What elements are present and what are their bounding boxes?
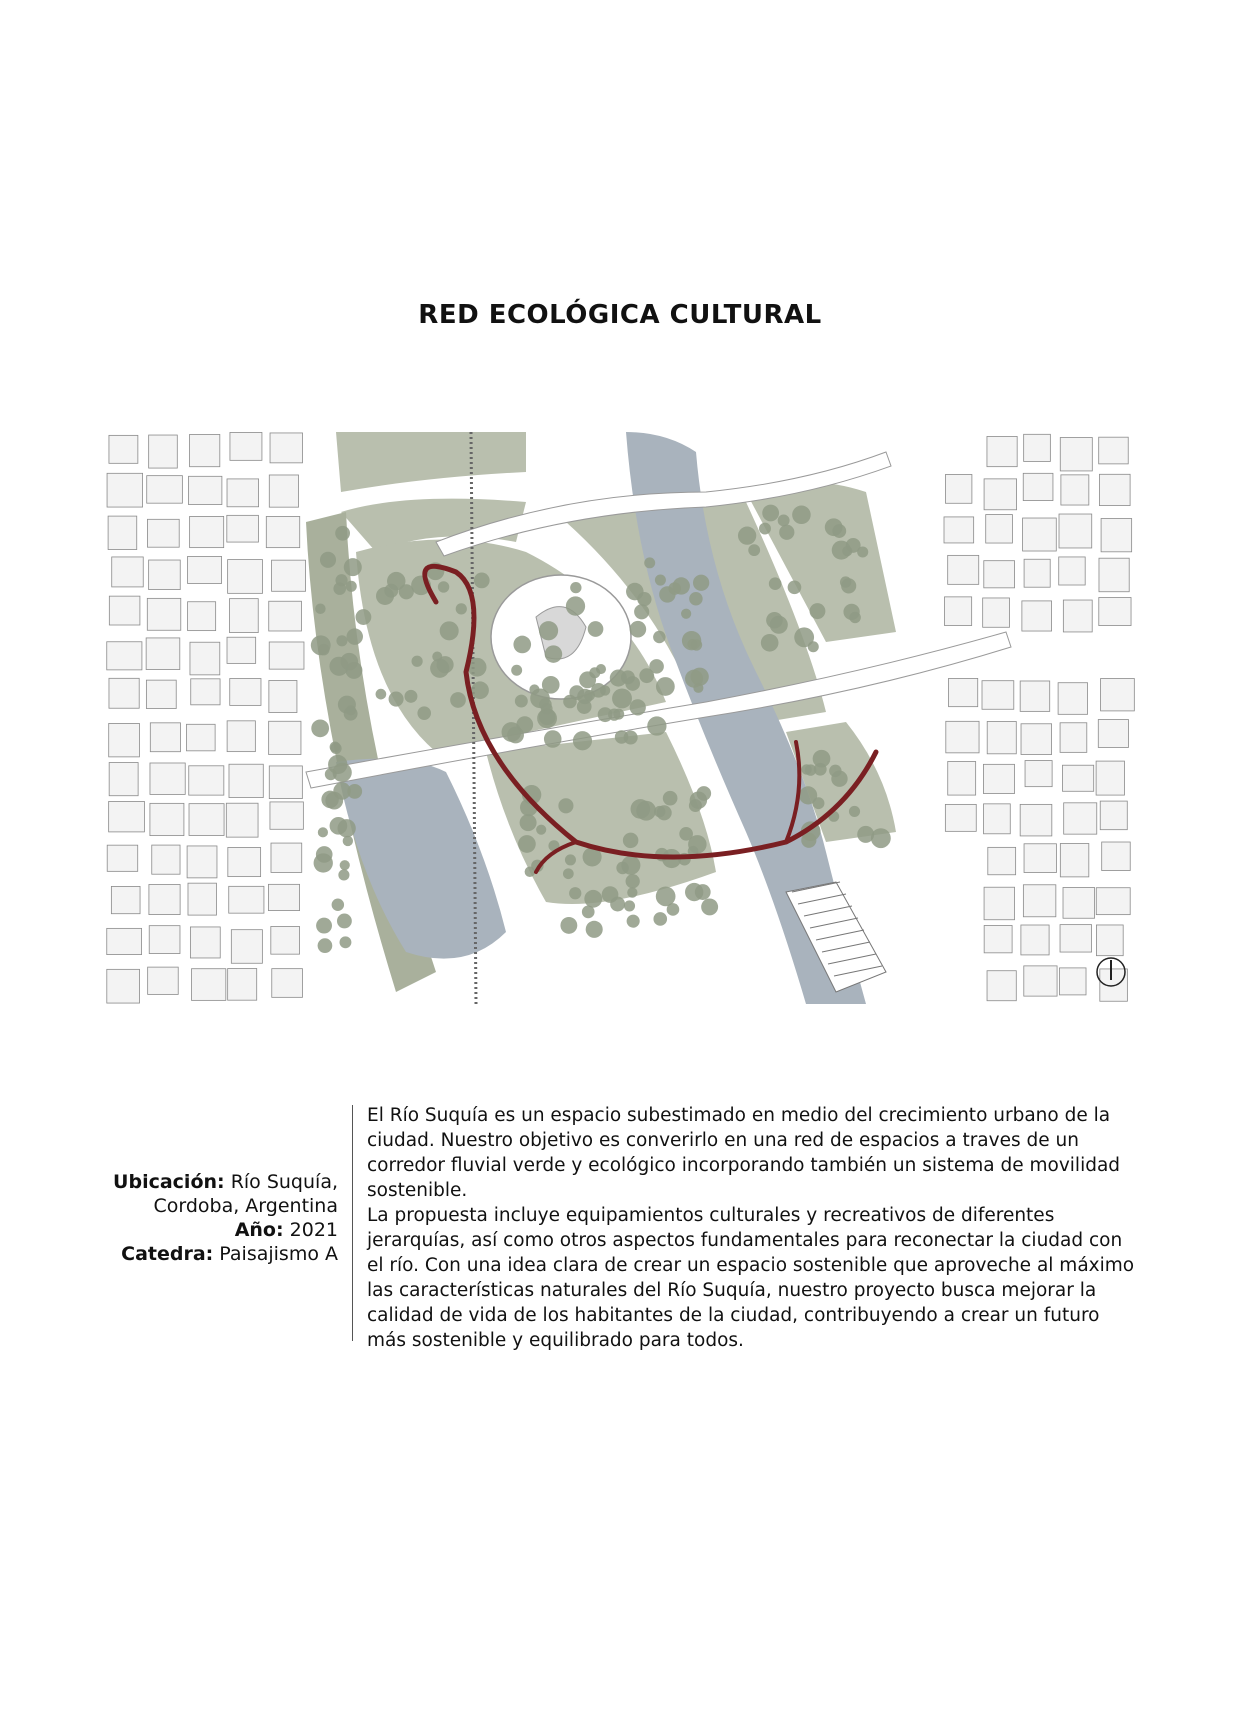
- building: [229, 764, 263, 797]
- description-paragraph-1: El Río Suquía es un espacio subestimado en medio del crecimiento urbano de la ciudad. Nuestro objetivo es converirlo en una red de espacios a traves de un corredor fluvial verde y ecológico incorporando también un sistema de movilidad sostenible.: [367, 1105, 1121, 1201]
- building: [1025, 761, 1052, 787]
- tree: [647, 716, 666, 735]
- tree: [627, 915, 640, 928]
- building: [190, 434, 220, 466]
- description-paragraph-2: La propuesta incluye equipamientos culturales y recreativos de diferentes jerarquías, así como otros aspectos fundamentales para reconectar la ciudad con el río. Con una idea clara de crear un espacio sostenible que aproveche al máximo las características naturales del Río Suquía, nuestro proyecto busca mejorar la calidad de vida de los habitantes de la ciudad, contribuyendo a crear un futuro más sostenible y equilibrado para todos.: [367, 1205, 1135, 1351]
- tree: [545, 645, 563, 663]
- tree: [311, 719, 329, 737]
- building: [949, 678, 978, 706]
- building: [984, 926, 1012, 953]
- tree: [569, 685, 584, 700]
- tree: [343, 836, 353, 846]
- tree: [340, 936, 352, 948]
- building: [946, 721, 979, 753]
- building: [190, 642, 220, 675]
- tree: [843, 604, 859, 620]
- building: [944, 517, 974, 543]
- site-plan-map: [106, 432, 1136, 1004]
- building: [108, 516, 137, 549]
- building: [1101, 519, 1132, 552]
- building: [268, 884, 299, 910]
- tree: [792, 505, 811, 524]
- tree: [695, 884, 711, 900]
- building: [109, 801, 145, 831]
- building: [230, 599, 259, 633]
- tree: [689, 592, 703, 606]
- tree: [333, 582, 346, 595]
- building: [107, 928, 142, 954]
- building: [988, 847, 1016, 874]
- tree: [849, 806, 860, 817]
- tree: [799, 786, 817, 804]
- tree: [738, 527, 756, 545]
- building: [986, 515, 1013, 543]
- building: [1099, 474, 1130, 505]
- tree: [857, 826, 874, 843]
- location-value-2: Cordoba, Argentina: [153, 1195, 338, 1217]
- building: [945, 474, 971, 503]
- tree: [634, 604, 649, 619]
- building: [987, 721, 1016, 753]
- tree: [456, 603, 467, 614]
- tree: [871, 828, 891, 848]
- tree: [566, 596, 585, 615]
- building: [146, 680, 176, 708]
- building: [270, 433, 302, 463]
- tree: [384, 584, 398, 598]
- building: [945, 804, 976, 831]
- building: [1060, 438, 1092, 471]
- tree: [636, 801, 656, 821]
- tree: [779, 525, 794, 540]
- building: [109, 596, 140, 625]
- building: [271, 926, 300, 954]
- building: [1060, 723, 1087, 753]
- building: [984, 804, 1011, 834]
- tree: [832, 524, 846, 538]
- tree: [602, 886, 619, 903]
- building: [1060, 843, 1088, 876]
- building: [189, 766, 224, 795]
- building: [1024, 559, 1050, 587]
- tree: [450, 692, 466, 708]
- building: [269, 680, 297, 712]
- building: [190, 516, 224, 547]
- building: [1020, 804, 1052, 836]
- project-description: [367, 1103, 1137, 1353]
- building: [1061, 475, 1089, 505]
- tree: [507, 727, 524, 744]
- tree: [626, 874, 640, 888]
- building: [269, 475, 298, 507]
- page-title: RED ECOLÓGICA CULTURAL: [418, 300, 822, 330]
- building: [1064, 803, 1097, 834]
- tree: [748, 544, 760, 556]
- building: [1099, 437, 1129, 464]
- building: [271, 843, 302, 872]
- building: [1060, 925, 1091, 952]
- tree: [438, 581, 449, 592]
- tree: [644, 557, 655, 568]
- tree: [663, 791, 678, 806]
- tree: [399, 584, 414, 599]
- building: [149, 560, 181, 590]
- building: [1063, 600, 1092, 632]
- building: [948, 555, 979, 584]
- building: [150, 723, 180, 752]
- building: [1102, 842, 1131, 871]
- building: [148, 967, 179, 994]
- building: [1096, 761, 1124, 795]
- tree: [679, 827, 693, 841]
- tree: [778, 515, 790, 527]
- building: [1063, 887, 1094, 918]
- building: [987, 971, 1016, 1001]
- tree: [630, 621, 647, 638]
- building: [1099, 598, 1131, 626]
- tree: [762, 505, 779, 522]
- building: [146, 638, 180, 670]
- tree: [624, 900, 635, 911]
- tree: [336, 635, 347, 646]
- tree: [513, 636, 531, 654]
- tree: [536, 825, 546, 835]
- building: [192, 969, 226, 1001]
- tree: [520, 814, 537, 831]
- tree: [637, 592, 651, 606]
- tree: [831, 771, 847, 787]
- tree: [761, 634, 779, 652]
- building: [230, 432, 262, 460]
- building: [111, 886, 140, 913]
- building: [1099, 558, 1129, 592]
- tree: [570, 582, 581, 593]
- tree: [333, 782, 350, 799]
- building: [150, 763, 185, 794]
- building: [107, 642, 142, 670]
- building: [186, 724, 215, 751]
- tree: [440, 621, 459, 640]
- building: [1023, 518, 1057, 551]
- tree: [788, 580, 802, 594]
- building: [107, 473, 143, 507]
- tree: [600, 685, 610, 695]
- tree: [621, 856, 640, 875]
- building: [107, 969, 140, 1003]
- tree: [471, 681, 489, 699]
- tree: [344, 707, 358, 721]
- tree: [515, 695, 528, 708]
- tree: [340, 860, 350, 870]
- tree: [584, 890, 602, 908]
- tree: [560, 917, 577, 934]
- tree: [573, 731, 592, 750]
- tree: [314, 853, 333, 872]
- tree: [338, 869, 349, 880]
- tree: [689, 799, 702, 812]
- year-value: 2021: [289, 1219, 338, 1241]
- tree: [518, 835, 536, 853]
- building: [1058, 683, 1087, 715]
- tree: [623, 833, 638, 848]
- tree: [682, 631, 701, 650]
- location-value-1: Río Suquía,: [230, 1171, 338, 1193]
- building: [226, 803, 258, 837]
- building: [1023, 885, 1055, 917]
- tree: [318, 827, 328, 837]
- building: [109, 723, 140, 756]
- tree: [654, 806, 665, 817]
- tree: [404, 690, 417, 703]
- building: [230, 679, 261, 706]
- tree: [376, 689, 387, 700]
- building: [984, 561, 1015, 588]
- tree: [335, 526, 350, 541]
- building: [944, 597, 971, 626]
- building: [1059, 514, 1092, 548]
- tree: [344, 558, 362, 576]
- building: [983, 764, 1014, 793]
- tree: [544, 730, 562, 748]
- building: [191, 679, 220, 705]
- building: [187, 846, 217, 878]
- tree: [639, 668, 654, 683]
- building: [1059, 968, 1086, 995]
- building: [150, 803, 184, 835]
- tree: [615, 730, 628, 744]
- tree: [759, 523, 771, 535]
- tree: [316, 918, 332, 934]
- building: [983, 598, 1010, 627]
- building: [1096, 888, 1130, 915]
- building: [270, 802, 303, 829]
- tree: [530, 689, 550, 709]
- building: [107, 845, 138, 871]
- location-label: Ubicación:: [113, 1171, 225, 1193]
- building: [188, 883, 216, 915]
- tree: [569, 887, 581, 899]
- tree: [766, 612, 783, 629]
- building: [109, 763, 138, 796]
- building: [227, 515, 259, 542]
- tree: [630, 699, 646, 715]
- year-label: Año:: [234, 1219, 284, 1241]
- tree: [558, 798, 573, 813]
- tree: [701, 898, 718, 915]
- tree: [389, 692, 404, 707]
- tree: [794, 627, 814, 647]
- building: [188, 556, 222, 583]
- location-line-1: [98, 1170, 338, 1194]
- building: [1100, 801, 1127, 830]
- building: [152, 845, 180, 874]
- tree: [608, 708, 620, 720]
- tree: [330, 817, 348, 835]
- building: [1024, 844, 1056, 873]
- tree: [610, 670, 627, 687]
- building: [112, 557, 144, 587]
- building: [1024, 434, 1051, 461]
- building: [189, 804, 224, 836]
- tree: [412, 656, 423, 667]
- tree: [330, 743, 341, 754]
- building: [147, 598, 180, 630]
- tree: [693, 575, 709, 591]
- tree: [329, 657, 348, 676]
- tree: [563, 868, 574, 879]
- building: [269, 601, 302, 631]
- building: [228, 560, 263, 594]
- building: [231, 930, 262, 964]
- building: [147, 476, 183, 504]
- tree: [656, 677, 675, 696]
- tree: [584, 690, 595, 701]
- tree: [320, 552, 336, 568]
- course-label: Catedra:: [121, 1243, 214, 1265]
- tree: [539, 621, 558, 640]
- building: [147, 519, 179, 547]
- building: [987, 436, 1017, 466]
- building: [189, 476, 222, 504]
- building: [228, 969, 257, 1001]
- tree: [437, 656, 454, 673]
- tree: [625, 676, 640, 691]
- course-value: Paisajismo A: [219, 1243, 338, 1265]
- building: [149, 885, 180, 915]
- tree: [328, 755, 347, 774]
- tree: [681, 609, 691, 619]
- tree: [673, 577, 690, 594]
- building: [1020, 681, 1050, 711]
- tree: [582, 905, 595, 918]
- tree: [586, 921, 603, 938]
- building: [1062, 765, 1093, 791]
- tree: [332, 899, 344, 911]
- building: [948, 761, 976, 795]
- tree: [627, 887, 637, 897]
- location-line-2: [98, 1194, 338, 1218]
- building: [1021, 724, 1052, 755]
- year-line: [98, 1218, 338, 1242]
- building: [269, 721, 301, 754]
- tree: [653, 631, 665, 643]
- building: [1098, 720, 1128, 748]
- tree: [857, 546, 868, 557]
- building: [984, 887, 1014, 920]
- tree: [685, 670, 703, 688]
- building: [109, 678, 139, 708]
- building: [227, 637, 256, 663]
- tree: [318, 644, 330, 656]
- tree: [346, 628, 362, 644]
- building: [1022, 601, 1052, 631]
- building: [188, 602, 216, 631]
- tree: [769, 577, 782, 590]
- building: [982, 681, 1014, 710]
- project-meta: [98, 1170, 338, 1266]
- building: [228, 847, 261, 876]
- tree: [417, 706, 431, 720]
- tree: [579, 671, 596, 688]
- building: [269, 642, 304, 669]
- building: [109, 435, 138, 463]
- tree: [346, 581, 357, 592]
- tree: [315, 603, 326, 614]
- tree: [474, 573, 490, 589]
- building: [149, 926, 180, 954]
- tree: [337, 914, 352, 929]
- tree: [511, 665, 522, 676]
- course-line: [98, 1242, 338, 1266]
- tree: [653, 912, 667, 926]
- tree: [588, 621, 604, 637]
- tree: [667, 903, 680, 916]
- tree: [318, 938, 333, 953]
- vertical-divider: [352, 1105, 353, 1341]
- tree: [565, 854, 576, 865]
- tree: [841, 578, 856, 593]
- tree: [842, 546, 852, 556]
- building: [272, 969, 303, 998]
- building: [1059, 557, 1085, 585]
- building: [269, 766, 302, 799]
- building: [227, 721, 255, 752]
- building: [229, 886, 264, 913]
- building: [1096, 925, 1123, 956]
- tree: [813, 750, 831, 768]
- building: [1021, 925, 1049, 955]
- building: [1101, 679, 1135, 711]
- building: [227, 479, 259, 507]
- building: [190, 927, 220, 958]
- tree: [810, 603, 826, 619]
- building: [1024, 966, 1057, 996]
- building: [266, 516, 299, 547]
- tree: [356, 609, 372, 625]
- building: [149, 435, 178, 468]
- building: [984, 479, 1017, 510]
- tree: [612, 688, 632, 708]
- tree: [655, 575, 666, 586]
- building: [1023, 473, 1053, 500]
- building: [272, 560, 306, 591]
